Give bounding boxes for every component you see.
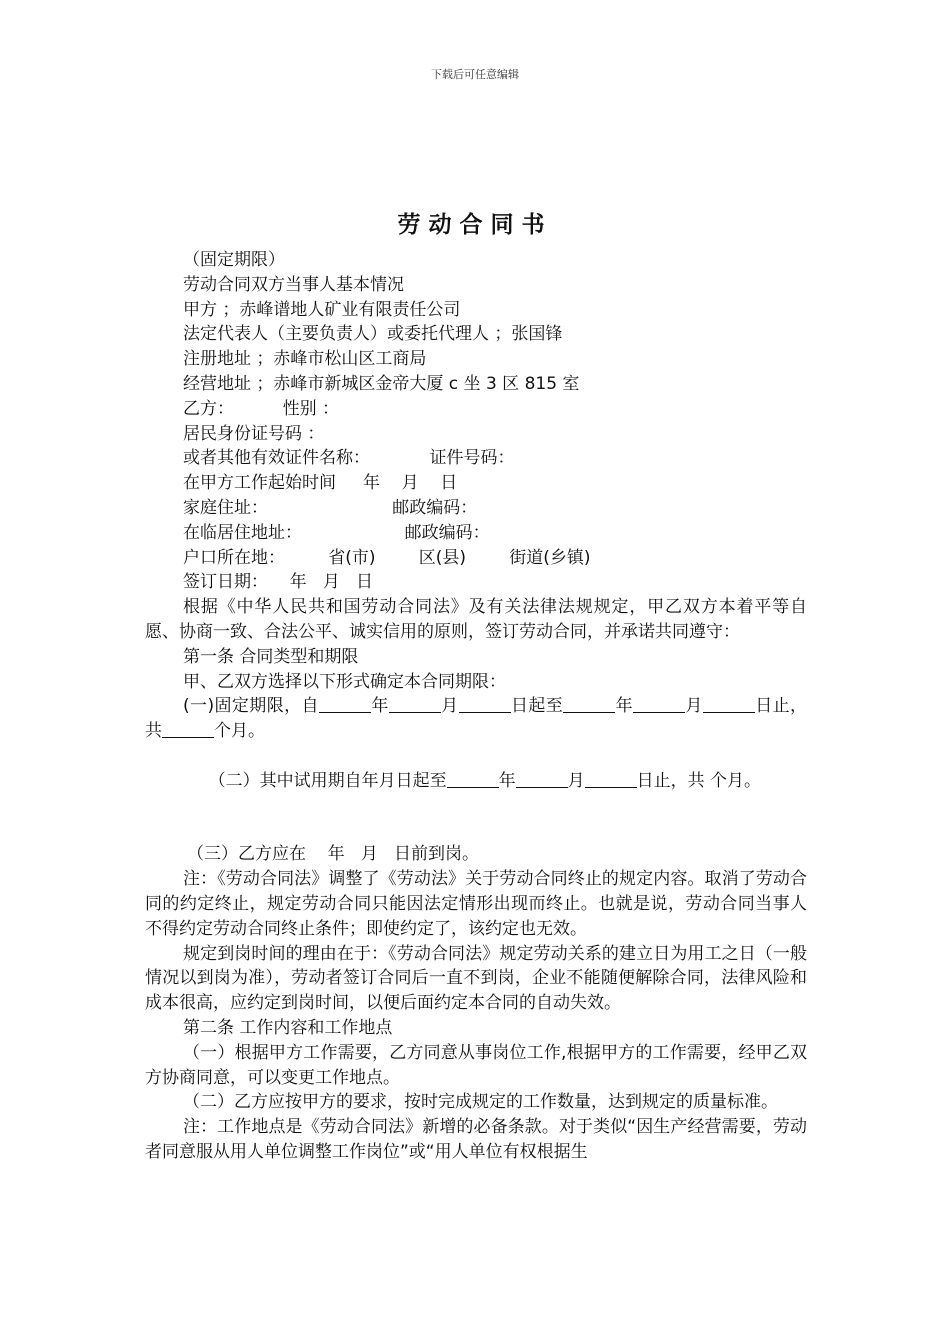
article-2-para-1: （一）根据甲方工作需要，乙方同意从事岗位工作,根据甲方的工作需要，经甲乙双方协商同意，可以变更工作地点。 [145,1042,807,1088]
article-2-title: 第二条 工作内容和工作地点 [183,1017,393,1038]
month-label: 月 [684,696,703,717]
day-from-label: 日起至 [510,696,564,717]
probation-label: （二）其中试用期自年月日起至 [208,770,447,791]
household-line: 户口所在地： 省(市) 区(县) 街道(乡镇) [183,547,591,568]
parties-heading: 劳动合同双方当事人基本情况 [183,274,404,295]
year-label: 年 [615,696,633,717]
month-label: 月 [440,696,459,717]
year-label: 年 [498,770,516,791]
party-b-line: 乙方： 性别 ： [183,398,340,419]
year-label: 年 [370,696,389,717]
day-end-label: 日止，共 [145,696,808,742]
temp-address-line: 在临居住地址： 邮政编码： [183,522,490,543]
month-label: 月 [567,770,585,791]
blank-probation-month[interactable] [516,771,568,788]
start-date-line: 在甲方工作起始时间 年 月 日 [183,473,458,494]
sign-date-line: 签订日期： 年 月 日 [183,572,374,593]
blank-start-month[interactable] [389,696,441,713]
header-note: 下载后可任意编辑 [431,68,519,81]
blank-end-year[interactable] [563,696,615,713]
fixed-term-label: (一)固定期限，自 [183,696,319,717]
blank-months[interactable] [162,721,214,738]
registered-address-line: 注册地址 ；赤峰市松山区工商局 [183,349,427,370]
probation-line [145,744,807,818]
document-body [145,248,807,1165]
party-a-line: 甲方 ；赤峰谱地人矿业有限责任公司 [183,299,461,320]
contract-type-line: （固定期限） [183,250,285,270]
id-number-line: 居民身份证号码 ： [183,423,325,444]
blank-probation-day[interactable] [585,771,637,788]
article-1-intro: 甲、乙双方选择以下形式确定本合同期限： [183,671,506,692]
document-title: 劳动合同书 [397,212,553,238]
legal-rep-line: 法定代表人（主要负责人）或委托代理人 ；张国锋 [183,324,563,345]
home-address-line: 家庭住址： 邮政编码： [183,497,478,518]
fixed-term-paragraph [145,694,807,744]
business-address-line: 经营地址 ；赤峰市新城区金帝大厦 c 坐 3 区 815 室 [183,373,580,394]
note-2-paragraph: 规定到岗时间的理由在于：《劳动合同法》规定劳动关系的建立日为用工之日（一般情况以到岗为准），劳动者签订合同后一直不到岗，企业不能随便解除合同，法律风险和成本很高，应约定到岗时间，以便后面约定本合同的自动失效。 [145,943,807,1014]
blank-start-day[interactable] [459,696,511,713]
probation-end-label: 日止，共 个月。 [636,770,762,791]
blank-end-day[interactable] [703,696,755,713]
blank-probation-year[interactable] [447,771,499,788]
article-2-para-2: （二）乙方应按甲方的要求，按时完成规定的工作数量，达到规定的质量标准。 [183,1092,778,1113]
months-end-label: 个月。 [214,721,265,742]
preamble-paragraph: 根据《中华人民共和国劳动合同法》及有关法律法规规定，甲乙双方本着平等自愿、协商一致、合法公平、诚实信用的原则，签订劳动合同，并承诺共同遵守： [145,597,807,642]
blank-end-month[interactable] [633,696,685,713]
article-1-title: 第一条 合同类型和期限 [183,646,359,667]
report-date-line: （三）乙方应在 年 月 日前到岗。 [187,844,480,865]
other-id-line: 或者其他有效证件名称： 证件号码： [183,448,515,469]
blank-start-year[interactable] [319,696,371,713]
note-1-paragraph: 注：《劳动合同法》调整了《劳动法》关于劳动合同终止的规定内容。取消了劳动合同的约定终止，规定劳动合同只能因法定情形出现而终止。也就是说，劳动合同当事人不得约定劳动合同终止条件；即使约定了，该约定也无效。 [145,869,807,939]
note-3-paragraph: 注：工作地点是《劳动合同法》新增的必备条款。对于类似“因生产经营需要，劳动者同意服从用人单位调整工作岗位”或“用人单位有权根据生 [145,1117,807,1162]
